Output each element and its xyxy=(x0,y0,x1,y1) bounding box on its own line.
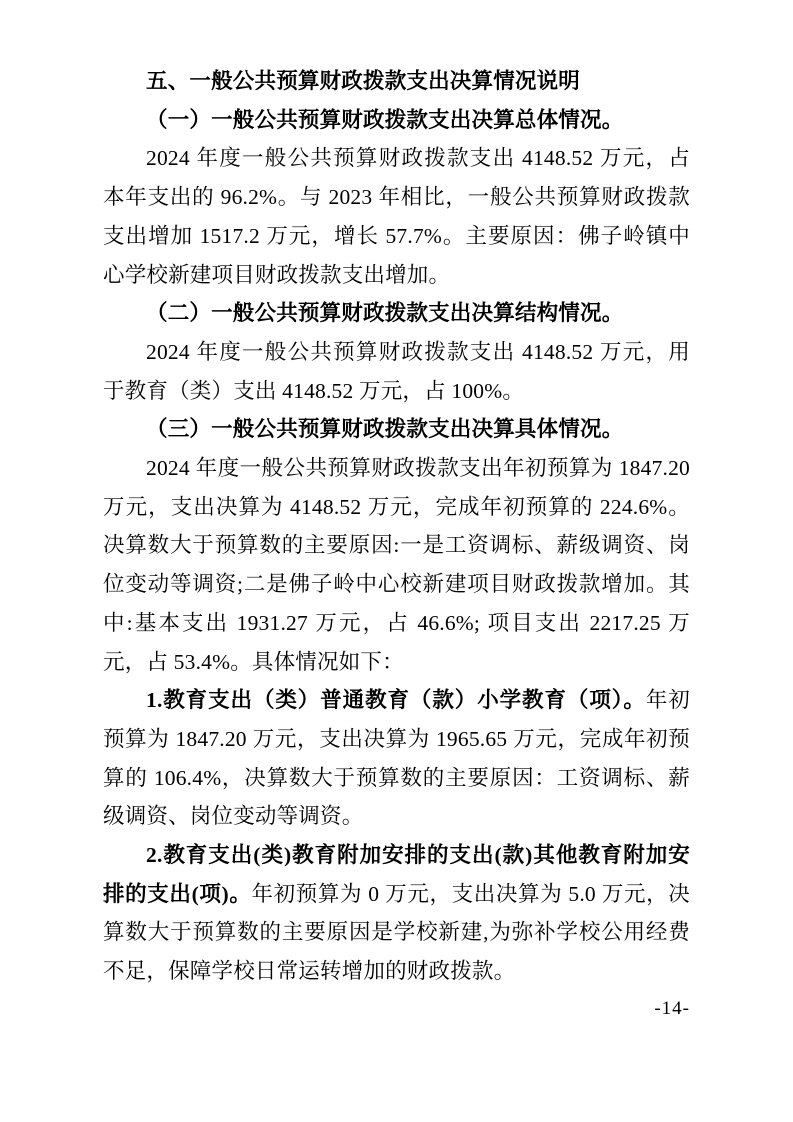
item-2-lead: 2.教育支出(类)教育附加安排的支出(款)其他教育附加安排的支出(项)。 xyxy=(103,843,690,906)
item-1-paragraph xyxy=(103,681,690,836)
item-1-body: 年初预算为 1847.20 万元，支出决算为 1965.65 万元，完成年初预算的 106.4%，决算数大于预算数的主要原因：工资调标、薪级调资、岗位变动等调资。 xyxy=(103,688,690,829)
section-3-heading: （三）一般公共预算财政拨款支出决算具体情况。 xyxy=(146,417,624,442)
item-2-paragraph xyxy=(103,836,690,991)
section-1-paragraph: 2024 年度一般公共预算财政拨款支出 4148.52 万元，占本年支出的 96.2%。与 2023 年相比，一般公共预算财政拨款支出增加 1517.2 万元，增长 57.7%。主要原因：佛子岭镇中心学校新建项目财政拨款支出增加。 xyxy=(103,146,690,287)
section-3-paragraph: 2024 年度一般公共预算财政拨款支出年初预算为 1847.20 万元，支出决算为 4148.52 万元，完成年初预算的 224.6%。决算数大于预算数的主要原因:一是工资调标、薪级调资、岗位变动等调资;二是佛子岭中心校新建项目财政拨款增加。其中:基本支出 1931.27 万元，占 46.6%; 项目支出 2217.25 万元，占 53.4%。具体情况如下： xyxy=(103,456,690,674)
document-title: 五、一般公共预算财政拨款支出决算情况说明 xyxy=(146,69,581,93)
document-body xyxy=(103,62,690,1021)
item-1-lead: 1.教育支出（类）普通教育（款）小学教育（项）。 xyxy=(146,688,646,713)
page-number: -14- xyxy=(654,997,690,1019)
section-1-heading: （一）一般公共预算财政拨款支出决算总体情况。 xyxy=(146,107,624,132)
section-2-heading: （二）一般公共预算财政拨款支出决算结构情况。 xyxy=(146,301,624,326)
item-2-body: 年初预算为 0 万元，支出决算为 5.0 万元，决算数大于预算数的主要原因是学校新建,为弥补学校公用经费不足，保障学校日常运转增加的财政拨款。 xyxy=(103,881,690,984)
section-2-paragraph: 2024 年度一般公共预算财政拨款支出 4148.52 万元，用于教育（类）支出 4148.52 万元，占 100%。 xyxy=(103,339,690,403)
